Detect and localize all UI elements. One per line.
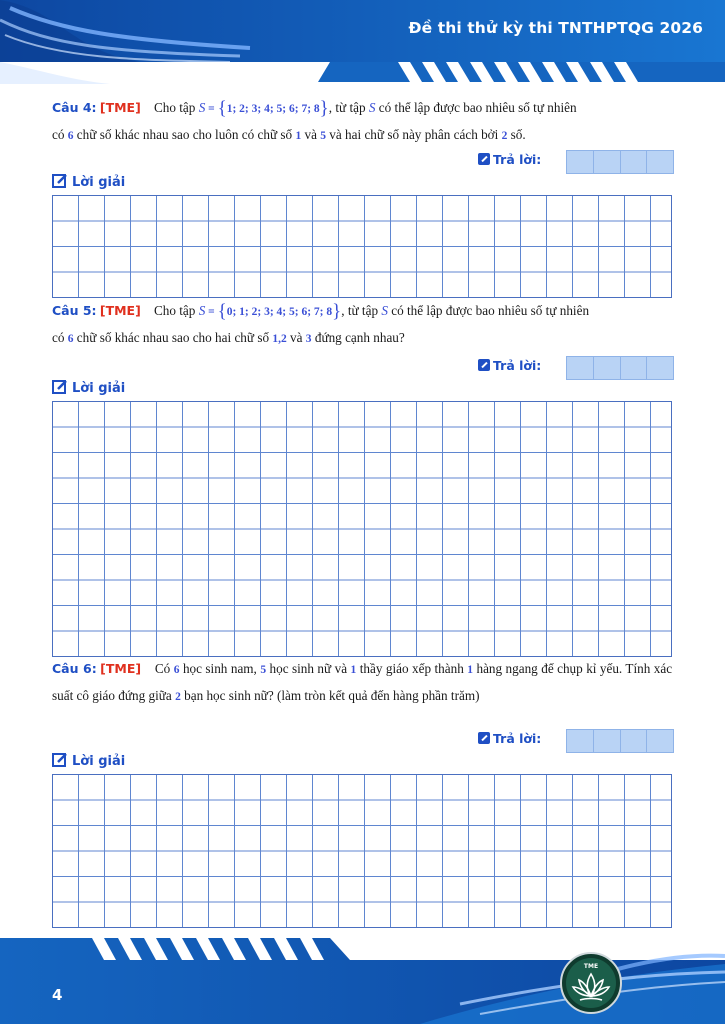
question-text: chữ số khác nhau sao cho luôn có chữ số (76, 127, 293, 142)
number: 2 (501, 130, 508, 142)
solution-label: Lời giải (52, 752, 125, 769)
edit-icon (52, 173, 68, 189)
number: 1 (350, 664, 357, 676)
question-label: Câu 5: (52, 303, 97, 318)
pen-icon (478, 359, 490, 371)
question-text: và (290, 330, 303, 345)
number: 6 (173, 664, 180, 676)
question-text: số. (510, 127, 526, 142)
answer-label: Trả lời: (478, 358, 541, 373)
question-tag: [TME] (99, 303, 141, 318)
question-4: Câu 4: [TME] Cho tập S = {1; 2; 3; 4; 5; 6; 7; 8}, từ tập S có thể lập được bao nhiêu số tự nhiên có 6 chữ số khác nhau sao cho luôn có chữ số 1 và 5 và hai chữ số này phân cách bởi 2 số. (52, 98, 577, 142)
number: 1,2 (272, 333, 287, 345)
question-text: , từ tập (328, 100, 366, 115)
question-tag: [TME] (100, 661, 142, 676)
question-text: , từ tập (341, 303, 379, 318)
answer-input-boxes[interactable] (566, 729, 674, 753)
answer-label: Trả lời: (478, 152, 541, 167)
solution-label: Lời giải (52, 173, 125, 190)
question-5: Câu 5: [TME] Cho tập S = {0; 1; 2; 3; 4; 5; 6; 7; 8}, từ tập S có thể lập được bao nhiêu số tự nhiên có 6 chữ số khác nhau sao cho hai chữ số 1,2 và 3 đứng cạnh nhau? (52, 301, 590, 345)
solution-label: Lời giải (52, 379, 125, 396)
number: 2 (175, 691, 181, 703)
question-text: Cho tập (153, 100, 196, 115)
lotus-logo (560, 952, 622, 1014)
question-6 (52, 656, 672, 710)
question-text: có thể lập được bao nhiêu số tự nhiên (378, 100, 577, 115)
set-variable: S (381, 303, 388, 318)
answer-label: Trả lời: (478, 731, 541, 746)
set-equals: = (205, 306, 218, 318)
question-text: có thể lập được bao nhiêu số tự nhiên (391, 303, 590, 318)
set-variable: S (198, 303, 206, 318)
solution-grid[interactable] (52, 401, 672, 657)
number: 1 (295, 130, 302, 142)
edit-icon (52, 752, 68, 768)
number: 3 (305, 333, 312, 345)
answer-input-boxes[interactable] (566, 356, 674, 380)
pen-icon (478, 732, 490, 744)
solution-grid[interactable] (52, 195, 672, 298)
page-number: 4 (52, 986, 63, 1004)
page-header-banner (0, 0, 725, 85)
question-text: đứng cạnh nhau? (314, 330, 405, 345)
set-items: 1; 2; 3; 4; 5; 6; 7; 8 (226, 103, 320, 115)
question-text: bạn học sinh nữ? (làm tròn kết quả đến hàng phần trăm) (184, 688, 480, 703)
number: 5 (260, 664, 267, 676)
set-items: 0; 1; 2; 3; 4; 5; 6; 7; 8 (226, 306, 333, 318)
question-text: chữ số khác nhau sao cho hai chữ số (76, 330, 270, 345)
question-text: thầy giáo xếp thành (359, 661, 464, 676)
question-text: học sinh nam, (182, 661, 257, 676)
question-text: hàng ngang để chụp kỉ yếu. Tính xác suất cô giáo đứng giữa (52, 661, 673, 703)
question-text: và (304, 127, 317, 142)
question-label: Câu 6: (52, 661, 97, 676)
edit-icon (52, 379, 68, 395)
question-text: có (52, 330, 65, 345)
number: 5 (320, 130, 326, 142)
exam-title: Đề thi thử kỳ thi TNTHPTQG 2026 (408, 19, 703, 37)
logo-text: TME (583, 963, 599, 970)
question-tag: [TME] (99, 100, 141, 115)
set-variable: S (368, 100, 376, 115)
pen-icon (478, 153, 490, 165)
solution-grid[interactable] (52, 774, 672, 928)
number: 6 (67, 333, 74, 345)
number: 6 (67, 130, 74, 142)
set-equals: = (205, 103, 218, 115)
answer-input-boxes[interactable] (566, 150, 674, 174)
set-variable: S (198, 100, 206, 115)
question-label: Câu 4: (52, 100, 97, 115)
question-text: học sinh nữ và (269, 661, 348, 676)
number: 1 (467, 664, 474, 676)
question-text: có (52, 127, 65, 142)
question-text: và hai chữ số này phân cách bởi (329, 127, 499, 142)
question-text: Có (154, 661, 171, 676)
question-text: Cho tập (153, 303, 196, 318)
